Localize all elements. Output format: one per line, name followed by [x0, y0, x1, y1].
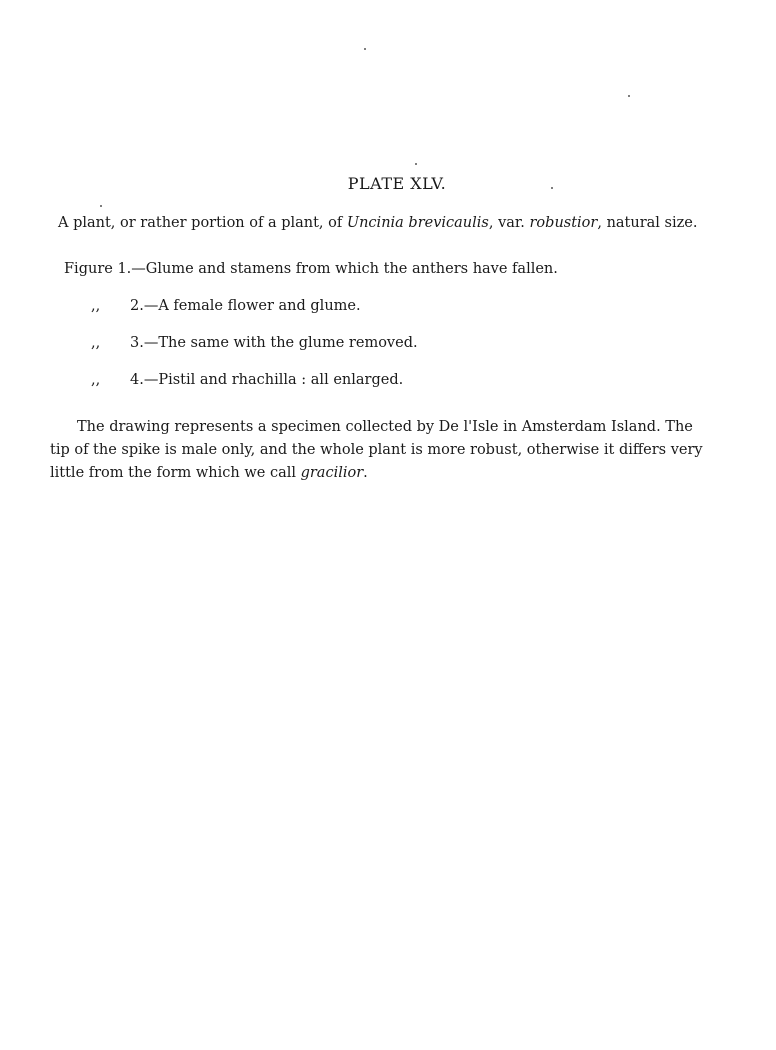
figure-item: [64, 372, 558, 409]
description-variety-name: gracilior: [300, 465, 364, 481]
ditto-mark: ,,: [91, 298, 101, 314]
specimen-description: [50, 416, 720, 485]
plate-title: [0, 174, 776, 193]
figure-item: [64, 261, 558, 298]
figure-item: [64, 298, 558, 335]
figure-3-caption: 3.—The same with the glume removed.: [130, 335, 418, 351]
description-line: [50, 462, 720, 485]
paper-speck: [100, 205, 102, 207]
description-line3-prefix: little from the form which we call: [50, 465, 301, 481]
figure-item: [64, 335, 558, 372]
paper-speck: [628, 95, 630, 97]
figure-4-caption: 4.—Pistil and rhachilla : all enlarged.: [130, 372, 404, 388]
description-line: The drawing represents a specimen collected by De l'Isle in Amsterdam Island. The: [77, 419, 693, 435]
plate-title-text: PLATE XLV.: [347, 174, 447, 193]
plate-intro: [58, 215, 697, 231]
intro-middle: , var.: [488, 215, 530, 231]
ditto-mark: ,,: [91, 372, 101, 388]
figure-list: [64, 261, 558, 409]
paper-speck: [364, 48, 366, 50]
intro-prefix: A plant, or rather portion of a plant, of: [58, 215, 347, 231]
ditto-mark: ,,: [91, 335, 101, 351]
description-line: tip of the spike is male only, and the whole plant is more robust, otherwise it differs very: [50, 442, 703, 458]
description-line3-suffix: .: [363, 465, 368, 481]
figure-1-caption: Figure 1.—Glume and stamens from which the anthers have fallen.: [64, 261, 558, 277]
figure-2-caption: 2.—A female flower and glume.: [130, 298, 361, 314]
paper-speck: [415, 163, 417, 165]
intro-suffix: , natural size.: [597, 215, 698, 231]
intro-variety: robustior: [529, 215, 598, 231]
intro-species: Uncinia brevicaulis: [346, 215, 489, 231]
